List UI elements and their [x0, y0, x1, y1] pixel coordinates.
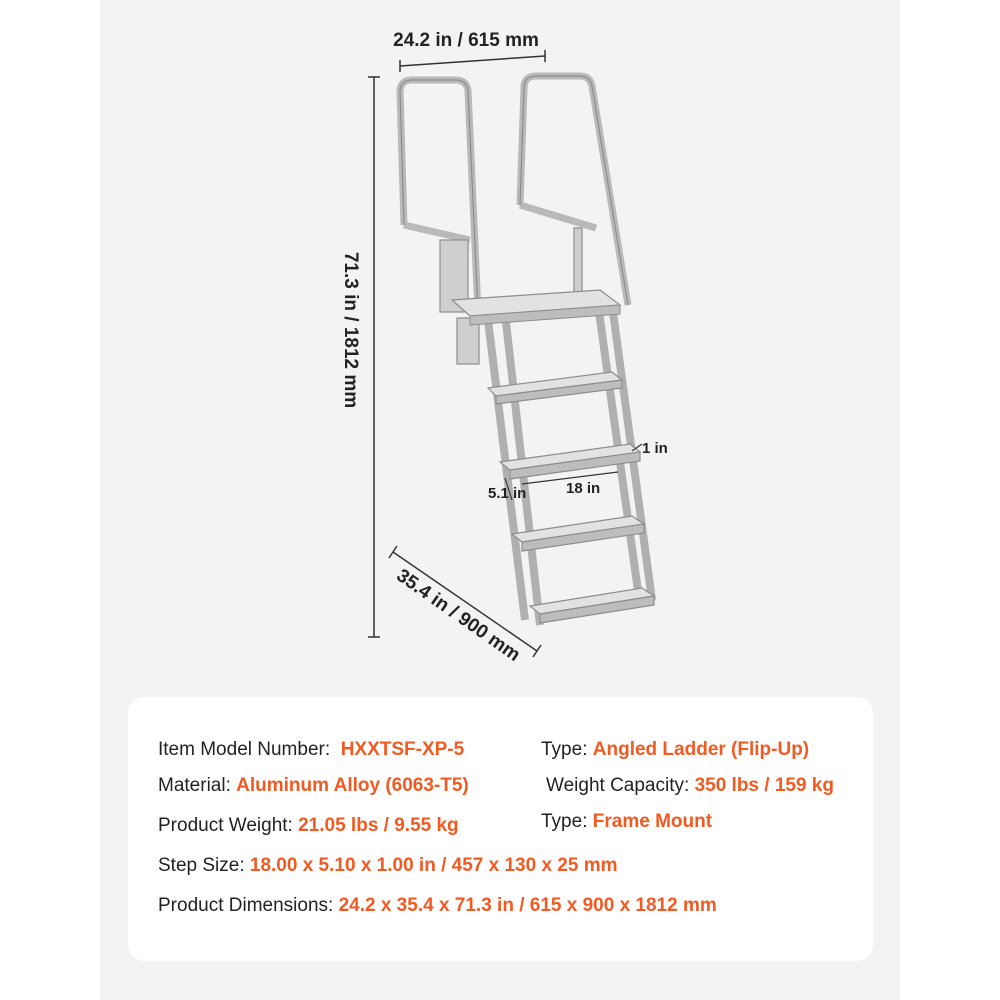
spec-type-mount: Type: Frame Mount	[541, 811, 713, 832]
height-label: 71.3 in / 1812 mm	[340, 251, 361, 409]
spec-model: Item Model Number: HXXTSF-XP-5	[158, 739, 465, 760]
width-label: 24.2 in / 615 mm	[393, 30, 539, 51]
step-depth-label: 5.1 in	[488, 485, 527, 502]
spec-weight: Product Weight: 21.05 lbs / 9.55 kg	[158, 815, 459, 836]
spec-card	[128, 697, 873, 961]
width-dimension	[400, 50, 545, 72]
spec-material: Material: Aluminum Alloy (6063-T5)	[158, 775, 469, 796]
spec-capacity: Weight Capacity: 350 lbs / 159 kg	[546, 775, 834, 796]
handrails	[400, 76, 628, 312]
spec-product-dimensions: Product Dimensions: 24.2 x 35.4 x 71.3 in / 615 x 900 x 1812 mm	[158, 895, 717, 916]
spec-type-ladder: Type: Angled Ladder (Flip-Up)	[541, 739, 810, 760]
step-thickness-label: 1 in	[642, 440, 668, 457]
spec-step-size: Step Size: 18.00 x 5.10 x 1.00 in / 457 x 130 x 25 mm	[158, 855, 618, 876]
depth-label: 35.4 in / 900 mm	[392, 565, 524, 666]
height-dimension	[368, 77, 380, 637]
step-width-label: 18 in	[566, 480, 601, 497]
